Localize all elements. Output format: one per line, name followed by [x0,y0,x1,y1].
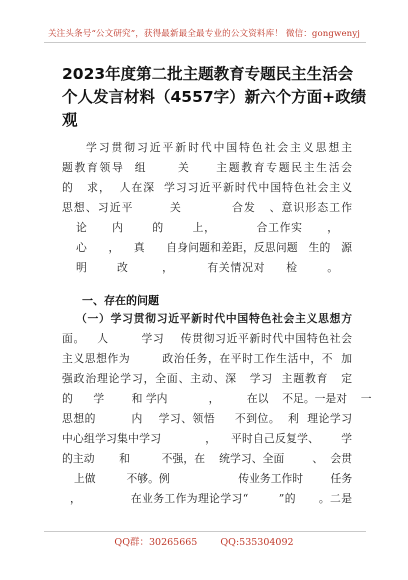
header-banner: 关注头条号“公文研究”，获得最新最全最专业的公文资料库！ 微信：gongwenyj [47,29,361,39]
title-line-3: 观 [62,111,78,129]
document-title [62,63,367,132]
title-line-1: 2023年度第二批主题教育专题民主生活会 [62,65,354,83]
section-heading: 一、存在的问题 [82,294,159,307]
footer-divider [44,531,366,532]
subsection-heading-line: （一）学习贯彻习近平新时代中国特色社会主义思想方 [76,312,352,325]
footer [0,534,408,548]
intro-line: 论 内 的 上， 合工作实 ， [76,221,338,234]
subsection-line: 上做 不够。例 传业务工作时 任务 [74,472,353,485]
subsection-line: 的主动 和 不强，在 统学习、全面 、 会贯 [62,452,352,465]
title-line-2: 个人发言材料（4557字）新六个方面+政绩 [62,88,367,106]
subsection-line: 中心组学习集中学习 ， 平时自己反复学、 学 [62,432,352,445]
intro-line: 心 ， 真 自身问题和差距，反思问题 生的 源 [76,241,352,254]
header-divider [44,42,366,43]
footer-qq: QQ:535304092 [220,537,294,548]
subsection-line: 面。 人 学习 传贯彻习近平新时代中国特色社会 [62,332,352,345]
subsection-line: 的 学 和 学内 ， 在以 不足。一是对 一 [62,392,372,405]
subsection-line: 主义思想作为 政治任务，在平时工作生活中，不 加 [62,352,352,365]
intro-line: 明 改 ， 有关情况对 检 。 [76,261,338,274]
intro-line: 题教育领导 组 关 主题教育专题民主生活会 [62,161,352,174]
subsection-line: 思想的 内 学习、领悟 不到位。 利 理论学习 [62,412,352,425]
intro-line: 的 求， 人在深 学习习近平新时代中国特色社会主义 [62,181,352,194]
footer-qq-group: QQ群：30265665 [114,537,198,548]
subsection-line: 强政治理论学习，全面、主动、深 学习 主题教育 定 [62,372,352,385]
intro-line: 学习贯彻习近平新时代中国特色社会主义思想主 [86,141,352,154]
subsection-line: ， 在业务工作为理论学习“ ”的 。二是 [70,492,352,505]
intro-line: 思想、习近平 关 合发 、意识形态工作 [62,201,352,214]
